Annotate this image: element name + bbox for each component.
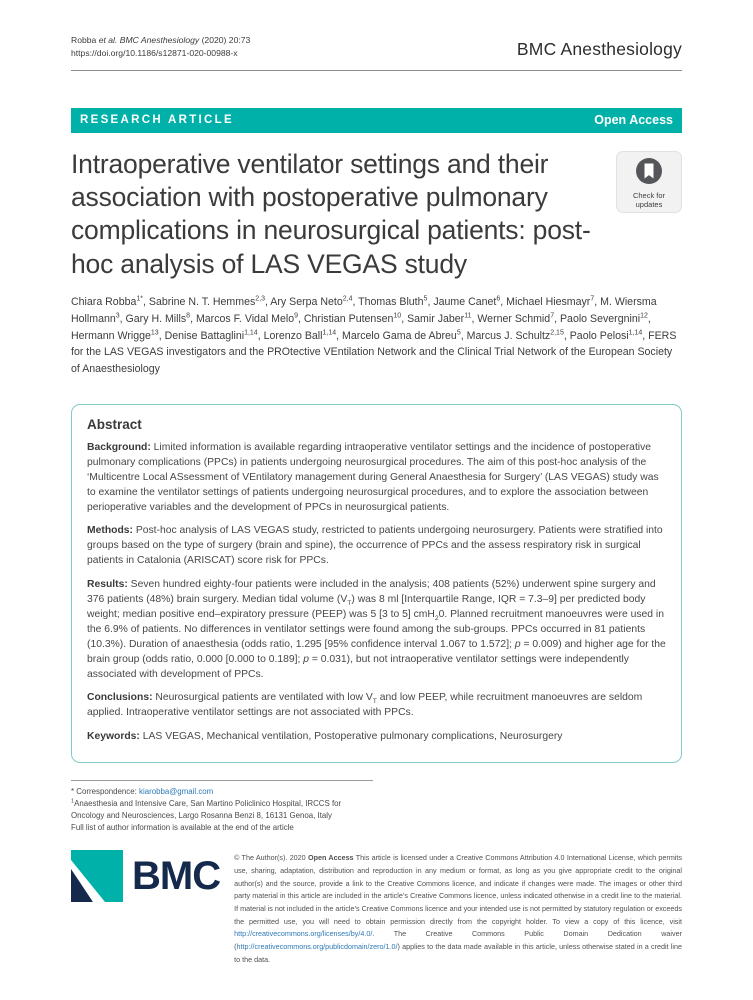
page-footer xyxy=(71,850,682,966)
title-row xyxy=(71,148,682,282)
section-label-keywords: Keywords: xyxy=(87,730,140,742)
check-for-updates-label: Check for updates xyxy=(632,190,666,210)
author-list: Chiara Robba$^{1*}$, Sabrine N. T. Hemmes$^{2,3}$, Ary Serpa Neto$^{2,4}$, Thomas Bluth$^5$, Jaume Canet$^6$, Michael Hiesmayr$^7$, M. Wiersma Hollmann$^3$, Gary H. Mills$^8$, Marcos F. Vidal Melo$^9$, Christian Putensen$^{10}$, Samir Jaber$^{11}$, Werner Schmid$^7$, Paolo Severgnini$^{12}$, Hermann Wrigge$^{13}$, Denise Battaglini$^{1,14}$, Lorenzo Ball$^{1,14}$, Marcelo Gama de Abreu$^5$, Marcus J. Schultz$^{2,15}$, Paolo Pelosi$^{1,14}$, FERS for the LAS VEGAS investigators and the PROtective VEntilation Network and the Clinical Trial Network of the European Society of Anaesthesiology xyxy=(71,295,677,376)
abstract-section-conclusions xyxy=(87,691,666,721)
inline-link[interactable]: http://creativecommons.org/licenses/by/4.0/ xyxy=(234,929,373,939)
open-access-label: Open Access xyxy=(594,113,673,128)
bmc-logo xyxy=(71,850,220,902)
abstract-section-results xyxy=(87,578,666,683)
header-divider xyxy=(71,70,682,71)
abstract-section-methods xyxy=(87,524,666,569)
section-label-background: Background: xyxy=(87,441,151,453)
article-title: Intraoperative ventilator settings and their association with postoperative pulmonary complications in neurosurgical patients: post-hoc analysis of LAS VEGAS study xyxy=(71,148,591,279)
abstract-section-background xyxy=(87,441,666,516)
section-label-results: Results: xyxy=(87,578,128,590)
article-type-banner xyxy=(71,108,682,133)
license-text: © The Author(s). 2020 Open Access This article is licensed under a Creative Commons Attribution 4.0 International License, which permits use, sharing, adaptation, distribution and reproduction in any medium or format, as long as you give appropriate credit to the original author(s) and the source, provide a link to the Creative Commons licence, and indicate if changes were made. The images or other third party material in this article are included in the article’s Creative Commons licence, unless indicated otherwise in a credit line to the material. If material is not included in the article’s Creative Commons licence and your intended use is not permitted by statutory regulation or exceeds the permitted use, you will need to obtain permission directly from the copyright holder. To view a copy of this licence, visit http://creativecommons.org/licenses/by/4.0/. The Creative Commons Public Domain Dedication waiver (http://creativecommons.org/publicdomain/zero/1.0/) applies to the data made available in this article, unless otherwise stated in a credit line to the data. xyxy=(234,853,682,964)
bmc-logo-mark xyxy=(71,850,123,902)
section-text-keywords: LAS VEGAS, Mechanical ventilation, Postoperative pulmonary complications, Neurosurgery xyxy=(139,730,563,742)
crossmark-icon xyxy=(635,157,663,185)
author-info-note: Full list of author information is available at the end of the article xyxy=(71,822,294,832)
section-text-conclusions: Neurosurgical patients are ventilated with low $V_T$ and low PEEP, while recruitment manoeuvres are seldom applied. Intraoperative ventilator settings are not associated with PPCs. xyxy=(87,692,643,719)
inline-link[interactable]: kiarobba@gmail.com xyxy=(139,787,214,797)
doi-link[interactable]: https://doi.org/10.1186/s12871-020-00988-x xyxy=(71,48,238,59)
affiliation-line: $^1$Anaesthesia and Intensive Care, San Martino Policlinico Hospital, IRCCS for Oncology and Neurosciences, Largo Rosanna Benzi 8, 16131 Genoa, Italy xyxy=(71,798,342,820)
abstract-section-keywords xyxy=(87,730,666,745)
journal-name: BMC Anesthesiology xyxy=(516,39,682,59)
section-label-methods: Methods: xyxy=(87,525,133,537)
section-label-conclusions: Conclusions: xyxy=(87,692,153,704)
citation-block xyxy=(71,34,250,61)
citation-line: Robba et al. BMC Anesthesiology (2020) 20:73 xyxy=(71,35,251,45)
footnotes xyxy=(71,780,373,833)
article-type-label: RESEARCH ARTICLE xyxy=(80,114,234,127)
page-header xyxy=(71,34,682,61)
abstract-box xyxy=(71,404,682,763)
inline-link[interactable]: http://creativecommons.org/publicdomain/zero/1.0/ xyxy=(236,942,398,952)
section-text-methods: Post-hoc analysis of LAS VEGAS study, restricted to patients undergoing neurosurgery. Patients were stratified into groups based on the type of surgery (brain and spine), the occurrence of PPCs and the assess respiratory risk in surgical patients in Catalonia (ARISCAT) score risk for PPCs. xyxy=(87,525,663,567)
abstract-heading: Abstract xyxy=(87,416,142,432)
bmc-logo-word: BMC xyxy=(132,853,221,898)
correspondence-line: * Correspondence: kiarobba@gmail.com xyxy=(71,787,214,797)
section-text-results: Seven hundred eighty-four patients were included in the analysis; 408 patients (52%) underwent spine surgery and 376 patients (48%) brain surgery. Median tidal volume $(V_T)$ was 8 ml [Interquartile Range, IQR = 7.3–9] per predicted body weight; median positive end–expiratory pressure (PEEP) was 5 [3 to 5] cmH$_2$0. Planned recruitment manoeuvres were used in the 6.9% of patients. No differences in ventilator settings were found among the sub-groups. PPCs occurred in 81 patients (10.3%). Duration of anaesthesia (odds ratio, 1.295 [95% confidence interval 1.067 to 1.572]; p = 0.009) and higher age for the brain group (odds ratio, 0.000 [0.000 to 0.189]; p = 0.031), but not intraoperative ventilator settings were independently associated with development of PPCs. xyxy=(87,578,666,680)
check-for-updates-badge[interactable] xyxy=(616,151,682,213)
section-text-background: Limited information is available regarding intraoperative ventilator settings and the incidence of postoperative pulmonary complications (PPCs) in patients undergoing neurosurgical procedures. The aim of this post-hoc analysis of the ‘Multicentre Local ASsessment of VEntilatory management during General Anaesthesia for Surgery’ (LAS VEGAS) study was to examine the ventilator settings of patients undergoing neurosurgical procedures, and to explore the association between perioperative variables and the development of PPCs in neurosurgical patients. xyxy=(87,441,659,513)
